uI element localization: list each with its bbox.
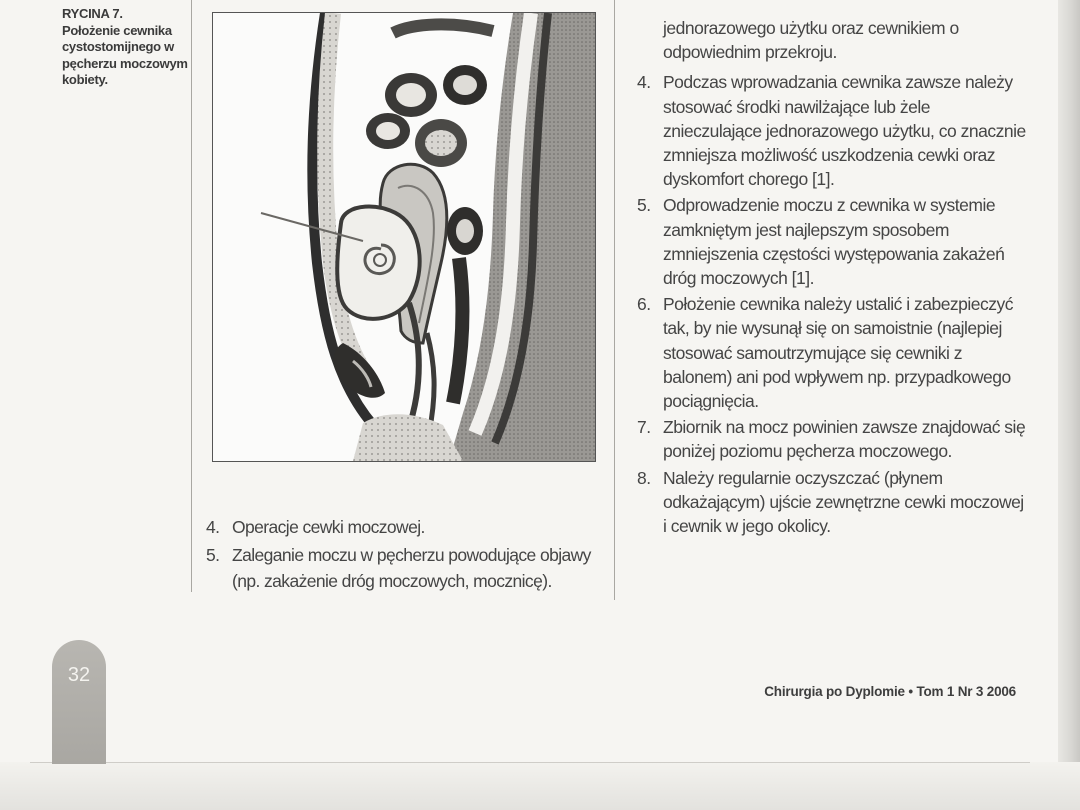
list-item xyxy=(637,70,1027,191)
list-item-text: Odprowadzenie moczu z cewnika w systemie zamkniętym jest najlepszym sposobem zmniejszenia częstości występowania zakażeń dróg moczowych [1]. xyxy=(663,195,1005,289)
scan-edge-bottom xyxy=(0,762,1080,810)
list-item-number: 8. xyxy=(637,467,651,488)
list-item-number: 4. xyxy=(637,72,651,93)
column-rule-right xyxy=(614,0,615,600)
list-item xyxy=(637,193,1027,290)
list-item xyxy=(637,466,1027,539)
anatomical-figure xyxy=(212,12,596,462)
list-item xyxy=(637,415,1027,463)
column-rule-left xyxy=(191,0,192,592)
list-item-text: Zaleganie moczu w pęcherzu powodujące objawy (np. zakażenie dróg moczowych, mocznicę). xyxy=(232,545,591,591)
list-item-text: Należy regularnie oczyszczać (płynem odkażającym) ujście zewnętrzne cewki moczowej i cewnik w jego okolicy. xyxy=(663,467,1024,537)
list-item-number: 5. xyxy=(637,195,651,216)
list-item xyxy=(206,514,606,540)
scan-edge-right xyxy=(1058,0,1080,810)
list-item-number: 6. xyxy=(637,294,651,315)
page-number-badge xyxy=(52,640,106,764)
bottom-rule xyxy=(30,762,1030,763)
journal-footer: Chirurgia po Dyplomie • Tom 1 Nr 3 2006 xyxy=(764,684,1016,699)
list-item-number: 7. xyxy=(637,417,651,438)
pelvis-illustration xyxy=(213,13,595,461)
page-number: 32 xyxy=(67,664,91,686)
list-item-text: Podczas wprowadzania cewnika zawsze należy stosować środki nawilżające lub żele znieczulające jednorazowego użytku, co znacznie zmniejsza możliwość uszkodzenia cewki oraz dyskomfort chorego [1]. xyxy=(663,72,1026,190)
continuation-text: jednorazowego użytku oraz cewnikiem o odpowiednim przekroju. xyxy=(663,18,959,63)
right-column-list xyxy=(637,0,1027,540)
list-item-number: 5. xyxy=(206,545,220,565)
list-item xyxy=(637,292,1027,413)
figure-caption-label: RYCINA 7. xyxy=(62,6,123,21)
list-item-number: 4. xyxy=(206,517,220,537)
list-item-text: Położenie cewnika należy ustalić i zabezpieczyć tak, by nie wysunął się on samoistnie (najlepiej stosować samoutrzymujące się cewniki z balonem) ani pod wpływem np. przypadkowego pociągnięcia. xyxy=(663,294,1014,412)
list-item-text: Operacje cewki moczowej. xyxy=(232,517,425,537)
figure-caption-text: Położenie cewnika cystostomijnego w pęcherzu moczowym kobiety. xyxy=(62,22,188,87)
figure-caption xyxy=(62,6,192,89)
list-item xyxy=(206,542,606,594)
left-column-list xyxy=(206,514,606,596)
list-item-text: Zbiornik na mocz powinien zawsze znajdować się poniżej poziomu pęcherza moczowego. xyxy=(663,417,1026,462)
